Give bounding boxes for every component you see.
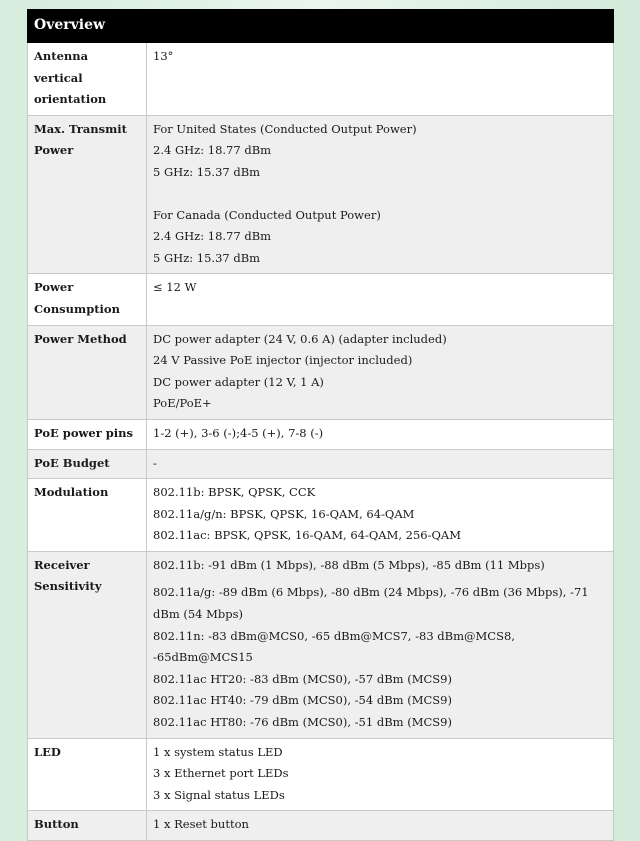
sensitivity-n: 802.11n: -83 dBm@MCS0, -65 dBm@MCS7, -83 dBm@MCS8, -65dBm@MCS15: [153, 628, 515, 665]
row-value-antenna: 13°: [147, 43, 614, 116]
sensitivity-ht20: 802.11ac HT20: -83 dBm (MCS0), -57 dBm (MCS9): [153, 671, 452, 686]
row-value-power-consumption: ≤ 12 W: [147, 274, 614, 325]
row-label-modulation: Modulation: [28, 479, 147, 552]
sensitivity-ht40: 802.11ac HT40: -79 dBm (MCS0), -54 dBm (MCS9): [153, 693, 452, 708]
row-value-sensitivity: [147, 551, 614, 738]
spec-table: [27, 9, 614, 841]
ca-24ghz: 2.4 GHz: 18.77 dBm: [153, 229, 272, 244]
row-value-poe-pins: 1-2 (+), 3-6 (-);4-5 (+), 7-8 (-): [147, 419, 614, 449]
modulation-line: 802.11a/g/n: BPSK, QPSK, 16-QAM, 64-QAM: [153, 506, 415, 521]
us-24ghz: 2.4 GHz: 18.77 dBm: [153, 143, 272, 158]
row-label-antenna: Antenna vertical orientation: [28, 43, 147, 116]
us-heading: For United States (Conducted Output Power): [153, 121, 417, 136]
table-row: [28, 274, 614, 325]
row-label-power-method: Power Method: [28, 325, 147, 419]
row-label-power-consumption: Power Consumption: [28, 274, 147, 325]
modulation-line: 802.11ac: BPSK, QPSK, 16-QAM, 64-QAM, 256-QAM: [153, 528, 462, 543]
power-method-line: 24 V Passive PoE injector (injector included): [153, 353, 413, 368]
row-label-sensitivity: Receiver Sensitivity: [28, 551, 147, 738]
table-title: Overview: [28, 10, 614, 43]
power-method-line: DC power adapter (24 V, 0.6 A) (adapter included): [153, 331, 447, 346]
ca-heading: For Canada (Conducted Output Power): [153, 207, 381, 222]
power-method-line: DC power adapter (12 V, 1 A): [153, 374, 324, 389]
us-5ghz: 5 GHz: 15.37 dBm: [153, 164, 261, 179]
ca-5ghz: 5 GHz: 15.37 dBm: [153, 250, 261, 265]
table-row: [28, 325, 614, 419]
table-row: [28, 115, 614, 274]
table-row: [28, 43, 614, 116]
row-label-button: Button: [28, 811, 147, 841]
row-value-modulation: [147, 479, 614, 552]
table-row: [28, 479, 614, 552]
sensitivity-b: 802.11b: -91 dBm (1 Mbps), -88 dBm (5 Mbps), -85 dBm (11 Mbps): [153, 557, 545, 572]
spec-sheet: [27, 9, 613, 841]
table-row: [28, 738, 614, 811]
sensitivity-ht80: 802.11ac HT80: -76 dBm (MCS0), -51 dBm (MCS9): [153, 715, 452, 730]
row-label-led: LED: [28, 738, 147, 811]
table-row: [28, 811, 614, 841]
row-label-max-power: Max. Transmit Power: [28, 115, 147, 274]
modulation-line: 802.11b: BPSK, QPSK, CCK: [153, 485, 316, 500]
spacer: [153, 184, 607, 205]
led-line: 3 x Ethernet port LEDs: [153, 766, 289, 781]
row-value-poe-budget: -: [147, 449, 614, 479]
row-label-poe-budget: PoE Budget: [28, 449, 147, 479]
row-value-button: 1 x Reset button: [147, 811, 614, 841]
row-value-max-power: [147, 115, 614, 274]
sensitivity-ag: 802.11a/g: -89 dBm (6 Mbps), -80 dBm (24 Mbps), -76 dBm (36 Mbps), -71 dBm (54 Mbps): [153, 585, 589, 622]
table-row: [28, 419, 614, 449]
row-value-led: [147, 738, 614, 811]
power-method-line: PoE/PoE+: [153, 396, 212, 411]
led-line: 3 x Signal status LEDs: [153, 787, 285, 802]
led-line: 1 x system status LED: [153, 744, 283, 759]
row-value-power-method: [147, 325, 614, 419]
table-row: [28, 449, 614, 479]
table-row: [28, 551, 614, 738]
table-header-row: [28, 10, 614, 43]
row-label-poe-pins: PoE power pins: [28, 419, 147, 449]
